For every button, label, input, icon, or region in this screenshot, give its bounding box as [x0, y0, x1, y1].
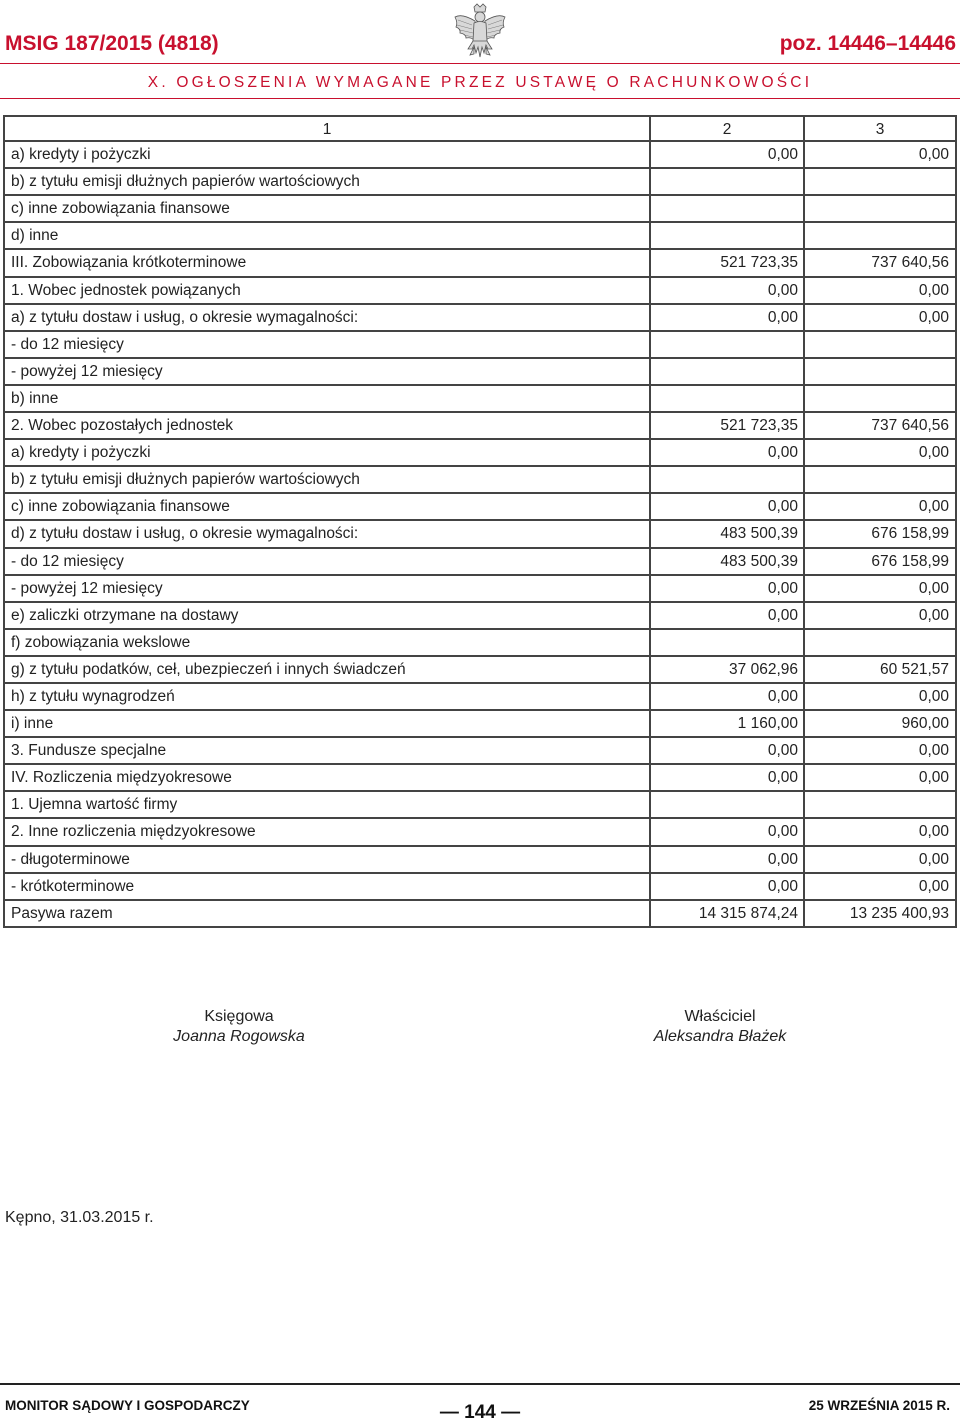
- value-current: 0,00: [649, 874, 803, 899]
- table-row: [3, 711, 957, 738]
- table-row: [3, 169, 957, 196]
- value-current: 0,00: [649, 305, 803, 330]
- polish-eagle-emblem-icon: [452, 3, 508, 63]
- table-row: [3, 494, 957, 521]
- table-row: [3, 142, 957, 169]
- row-label: e) zaliczki otrzymane na dostawy: [3, 603, 649, 628]
- value-previous: 0,00: [803, 874, 957, 899]
- value-previous: 0,00: [803, 765, 957, 790]
- value-current: [649, 359, 803, 384]
- row-label: - do 12 miesięcy: [3, 332, 649, 357]
- value-previous: 737 640,56: [803, 250, 957, 275]
- row-label: 3. Fundusze specjalne: [3, 738, 649, 763]
- value-previous: 0,00: [803, 440, 957, 465]
- value-current: 0,00: [649, 576, 803, 601]
- row-label: - do 12 miesięcy: [3, 549, 649, 574]
- column-header: 1: [3, 117, 649, 140]
- value-previous: [803, 196, 957, 221]
- journal-issue: MSIG 187/2015 (4818): [5, 32, 219, 55]
- value-previous: 0,00: [803, 819, 957, 844]
- table-row: [3, 630, 957, 657]
- value-previous: 0,00: [803, 576, 957, 601]
- table-row: [3, 576, 957, 603]
- value-current: 0,00: [649, 738, 803, 763]
- header-rule: [0, 63, 960, 64]
- row-label: 2. Inne rozliczenia międzyokresowe: [3, 819, 649, 844]
- table-row: [3, 250, 957, 277]
- signature-name: Joanna Rogowska: [173, 1028, 305, 1045]
- table-row: [3, 196, 957, 223]
- value-previous: 0,00: [803, 494, 957, 519]
- value-current: 37 062,96: [649, 657, 803, 682]
- row-label: III. Zobowiązania krótkoterminowe: [3, 250, 649, 275]
- row-label: - długoterminowe: [3, 847, 649, 872]
- table-row: [3, 819, 957, 846]
- table-row: [3, 549, 957, 576]
- value-previous: 13 235 400,93: [803, 901, 957, 926]
- value-current: 0,00: [649, 494, 803, 519]
- table-row: [3, 521, 957, 548]
- row-label: h) z tytułu wynagrodzeń: [3, 684, 649, 709]
- value-previous: 0,00: [803, 603, 957, 628]
- table-row: [3, 359, 957, 386]
- footer-date: 25 WRZEŚNIA 2015 R.: [808, 1398, 950, 1413]
- value-current: 521 723,35: [649, 250, 803, 275]
- table-row: [3, 467, 957, 494]
- column-header: 3: [803, 117, 957, 140]
- row-label: 1. Ujemna wartość firmy: [3, 792, 649, 817]
- table-row: [3, 874, 957, 901]
- value-previous: 0,00: [803, 278, 957, 303]
- value-current: 0,00: [649, 440, 803, 465]
- value-previous: 960,00: [803, 711, 957, 736]
- table-row: [3, 738, 957, 765]
- table-row: [3, 792, 957, 819]
- row-label: - powyżej 12 miesięcy: [3, 359, 649, 384]
- row-label: IV. Rozliczenia międzyokresowe: [3, 765, 649, 790]
- value-previous: 0,00: [803, 847, 957, 872]
- value-current: 0,00: [649, 819, 803, 844]
- value-previous: [803, 169, 957, 194]
- value-current: [649, 467, 803, 492]
- row-label: a) kredyty i pożyczki: [3, 142, 649, 167]
- value-current: 0,00: [649, 142, 803, 167]
- value-previous: [803, 630, 957, 655]
- value-current: 0,00: [649, 603, 803, 628]
- row-label: b) z tytułu emisji dłużnych papierów wartościowych: [3, 467, 649, 492]
- table-row: [3, 847, 957, 874]
- row-label: c) inne zobowiązania finansowe: [3, 196, 649, 221]
- table-row: [3, 901, 957, 928]
- table-row: [3, 223, 957, 250]
- value-current: 0,00: [649, 847, 803, 872]
- value-current: 0,00: [649, 278, 803, 303]
- table-row: [3, 332, 957, 359]
- row-label: c) inne zobowiązania finansowe: [3, 494, 649, 519]
- row-label: 2. Wobec pozostałych jednostek: [3, 413, 649, 438]
- value-previous: 0,00: [803, 684, 957, 709]
- value-previous: [803, 792, 957, 817]
- value-previous: 0,00: [803, 305, 957, 330]
- value-current: 521 723,35: [649, 413, 803, 438]
- table-row: [3, 386, 957, 413]
- value-current: 0,00: [649, 765, 803, 790]
- table-row: [3, 603, 957, 630]
- signature-role: Właściciel: [684, 1008, 756, 1025]
- value-previous: [803, 332, 957, 357]
- row-label: b) z tytułu emisji dłużnych papierów wartościowych: [3, 169, 649, 194]
- balance-sheet-table: [3, 115, 957, 928]
- value-current: [649, 332, 803, 357]
- value-previous: 737 640,56: [803, 413, 957, 438]
- table-row: [3, 305, 957, 332]
- value-current: 483 500,39: [649, 549, 803, 574]
- table-row: [3, 765, 957, 792]
- row-label: 1. Wobec jednostek powiązanych: [3, 278, 649, 303]
- row-label: g) z tytułu podatków, ceł, ubezpieczeń i innych świadczeń: [3, 657, 649, 682]
- row-label: Pasywa razem: [3, 901, 649, 926]
- value-previous: [803, 386, 957, 411]
- value-previous: 0,00: [803, 142, 957, 167]
- table-row: [3, 657, 957, 684]
- value-previous: 60 521,57: [803, 657, 957, 682]
- column-header: 2: [649, 117, 803, 140]
- value-current: [649, 196, 803, 221]
- value-current: [649, 792, 803, 817]
- row-label: - powyżej 12 miesięcy: [3, 576, 649, 601]
- value-current: [649, 223, 803, 248]
- value-previous: 676 158,99: [803, 521, 957, 546]
- value-current: 0,00: [649, 684, 803, 709]
- row-label: a) kredyty i pożyczki: [3, 440, 649, 465]
- value-previous: 0,00: [803, 738, 957, 763]
- value-current: [649, 630, 803, 655]
- value-previous: [803, 223, 957, 248]
- table-header-row: [3, 115, 957, 142]
- page-number: — 144 —: [439, 1402, 521, 1423]
- section-title: X. OGŁOSZENIA WYMAGANE PRZEZ USTAWĘ O RACHUNKOWOŚCI: [147, 74, 813, 91]
- row-label: a) z tytułu dostaw i usług, o okresie wymagalności:: [3, 305, 649, 330]
- value-current: 483 500,39: [649, 521, 803, 546]
- value-previous: 676 158,99: [803, 549, 957, 574]
- place-and-date: Kępno, 31.03.2015 r.: [5, 1209, 154, 1226]
- value-current: 1 160,00: [649, 711, 803, 736]
- row-label: b) inne: [3, 386, 649, 411]
- value-current: [649, 386, 803, 411]
- row-label: f) zobowiązania wekslowe: [3, 630, 649, 655]
- signature-name: Aleksandra Błażek: [653, 1028, 787, 1045]
- position-number: poz. 14446–14446: [779, 32, 956, 55]
- row-label: d) inne: [3, 223, 649, 248]
- value-current: 14 315 874,24: [649, 901, 803, 926]
- value-current: [649, 169, 803, 194]
- signature-owner: [620, 1007, 820, 1047]
- section-rule: [0, 98, 960, 99]
- footer-publisher: MONITOR SĄDOWY I GOSPODARCZY: [5, 1398, 250, 1413]
- value-previous: [803, 467, 957, 492]
- footer-rule: [0, 1383, 960, 1385]
- value-previous: [803, 359, 957, 384]
- table-row: [3, 684, 957, 711]
- row-label: - krótkoterminowe: [3, 874, 649, 899]
- table-row: [3, 440, 957, 467]
- row-label: i) inne: [3, 711, 649, 736]
- row-label: d) z tytułu dostaw i usług, o okresie wymagalności:: [3, 521, 649, 546]
- signature-accountant: [139, 1007, 339, 1047]
- signature-role: Księgowa: [204, 1008, 274, 1025]
- table-row: [3, 413, 957, 440]
- table-row: [3, 278, 957, 305]
